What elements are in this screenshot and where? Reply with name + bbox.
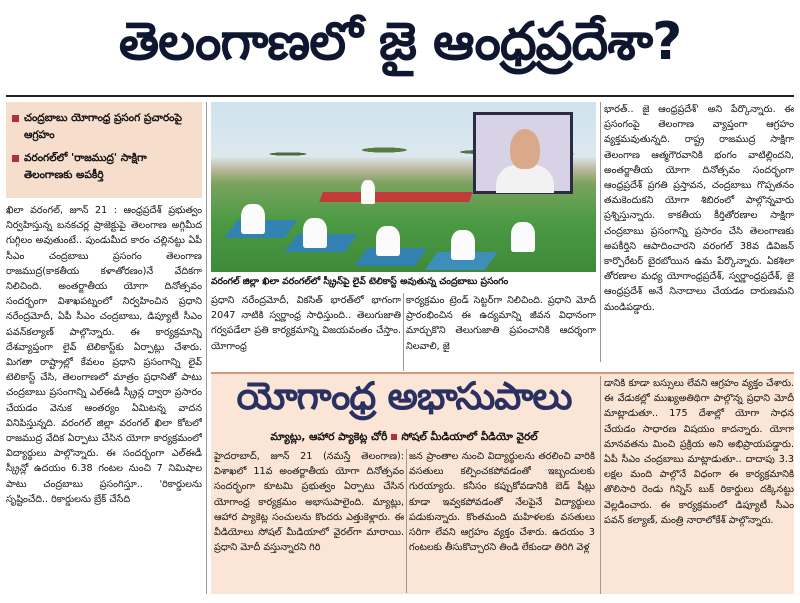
story2-subhead-a: మ్యాట్లు, ఆహార ప్యాకెట్ల చోరీ (270, 431, 388, 443)
story2-subhead (211, 428, 597, 446)
highlight-text: చంద్రబాబు యోగాంధ్ర ప్రసంగ ప్రచారంపై ఆగ్రహం (24, 112, 182, 141)
highlights-box (6, 102, 202, 198)
photo-person (241, 204, 265, 234)
article-column-right (604, 102, 794, 362)
headline-rule (6, 95, 794, 97)
story2-column-c (604, 376, 794, 594)
paragraph: డానికి కూడా బస్సులు లేవని ఆగ్రహం వ్యక్తం చేశారు. ఈ వేడుకల్లో ముఖ్యఅతిథిగా పాల్గొన్న ప్రధాని మోదీ మాట్లాడుతూ.. 175 దేశాల్లో యోగా సాధన చేయడం సాధారణ విషయం కాదన్నారు. యోగా మానవతను మించి ప్రక్రియ అని అభిప్రాయపడ్డారు. ఏపీ సీఎం చంద్రబాబు మాట్లాడుతూ.. దాదాపు 3.3 లక్షల మంది పాల్గొనే విధంగా ఈ కార్యక్రమానికి తొలిసారి రెండు గిన్నిస్ బుక్ రికార్డులు దక్కినట్టు వెల్లడించారు. ఈ కార్యక్రమంలో డిప్యూటీ సీఎం పవన్ కల్యాణ్, మంత్రి నారాలోకేశ్ పాల్గొన్నారు. (604, 378, 794, 526)
photo-person (361, 180, 375, 204)
column-divider (403, 293, 404, 371)
column-divider (206, 102, 207, 594)
story2-column-a (214, 449, 404, 593)
photo-speaker-face (510, 129, 540, 169)
article-column-left (6, 203, 202, 595)
column-divider (600, 102, 601, 362)
article-column-mid-2 (406, 293, 596, 371)
news-photo (211, 102, 596, 272)
photo-caption: వరంగల్ జిల్లా ఖిలా వరంగల్‌లో స్క్రీన్‌పై లైవ్ టెలికాస్ట్ అవుతున్న చంద్రబాబు ప్రసంగం (211, 276, 509, 287)
paragraph: భారత్.. జై ఆంధ్రప్రదేశ్' అని పేర్కొన్నారు. ఈ ప్రసంగంపై తెలంగాణ వ్యాప్తంగా ఆగ్రహం వ్యక్తమవుతున్నది. రాష్ట్ర రాజముద్ర సాక్షిగా తెలంగాణ ఆత్మగౌరవానికి భంగం వాటిల్లిందని, అంతర్జాతీయ యోగా దినోత్సవం సందర్భంగా ఆంధ్రప్రదేశ్ ప్రగతి ప్రస్తావన, చంద్రబాబు గొప్పతనం తమకెందుకని యోగా శిబిరంలో పాల్గొన్నవారు ప్రశ్నిస్తున్నారు. కాకతీయ కీర్తితోరణాల సాక్షిగా చంద్రబాబు ప్రసంగాన్ని ప్రసారం చేసి తెలంగాణకు అపకీర్తిని ఆపాదించారని వరంగల్ 38వ డివిజన్ కార్పొరేటర్ బైరబోయిన ఉమ పేర్కొన్నారు. ఏకశిలా తోరణాల మధ్య యోగాంధ్రప్రదేశ్, స్వర్ణాంధ్రప్రదేశ్, జై ఆంధ్రప్రదేశ్ అనే నినాదాలు చేయడం దారుణమని మండిపడ్డారు. (604, 104, 794, 313)
bullet-icon (12, 155, 19, 162)
paragraph: హైదరాబాద్, జూన్ 21 (నమస్తే తెలంగాణ): విశాఖలో 11వ అంతర్జాతీయ యోగా దినోత్సవం సందర్భంగా కూటమి ప్రభుత్వం ఏర్పాటు చేసిన యోగాంధ్ర కార్యక్రమం అభాసుపాలైంది. మ్యాట్లు, ఆహార ప్యాకెట్ల సంచులను కొందరు ఎత్తుకెళ్లారు. ఈ వీడియోలు సోషల్ మీడియాలో వైరల్‌గా మారాయి. ప్రధాని మోదీ వస్తున్నారని గిరి (214, 451, 404, 554)
paragraph: ఖిలా వరంగల్, జూన్ 21 : ఆంధ్రప్రదేశ్ ప్రభుత్వం నిర్వహిస్తున్న బనకచర్ల ప్రాజెక్టుపై తెలంగాణ అగ్గిమీద గుగ్గిలం అవుతుంటే.. పుండుమీద కారం చల్లినట్టు ఏపీ సీఎం చంద్రబాబు ప్రసంగం తెలంగాణ రాజముద్ర(కాకతీయ కళాతోరణం)నే వేదికగా నిలిచింది. అంతర్జాతీయ యోగా దినోత్సవం సందర్భంగా విశాఖపట్నంలో నిర్వహించిన ప్రధాని నరేంద్రమోదీ, ఏపీ సీఎం చంద్రబాబు, డిప్యూటీ సీఎం పవన్‌కల్యాణ్ పాల్గొన్నారు. ఈ కార్యక్రమాన్ని దేశవ్యాప్తంగా లైవ్ టెలికాస్ట్‌కు ఏర్పాట్లు చేశారు. మిగతా రాష్ట్రాల్లో కేవలం ప్రధాని ప్రసంగాన్ని లైవ్ టెలికాస్ట్ చేసి, తెలంగాణలో మాత్రం ప్రధానితో పాటు చంద్రబాబు ప్రసంగాన్ని ఎల్‌ఈడీ స్క్రీన్ల ద్వారా ప్రసారం చేయడం వెనుక ఆంతర్యం ఏమిటన్న వాదన వినిపిస్తున్నది. వరంగల్ జిల్లా వరంగల్ ఖిలా కోటలో రాజముద్ర వేదిక ఏర్పాటు చేసిన యోగా కార్యక్రమంలో విద్యార్థులు పాల్గొన్నారు. ఈ సందర్భంగా ఎల్‌ఈడీ స్క్రీన్లో ఉదయం 6.38 గంటల నుంచి 7 నిమిషాల పాటు చంద్రబాబు ప్రసంగిస్తూ.. 'రికార్డులను సృష్టించేది.. రికార్డులను బ్రేక్ చేసేది (6, 205, 202, 505)
paragraph: ప్రధాని నరేంద్రమోదీ, వికసిత్ భారత్‌లో భాగంగా 2047 నాటికి స్వర్ణాంధ్ర సాధిస్తుంది.. తెలుగుజాతి గర్వపడేలా ప్రతి కార్యక్రమాన్ని విజయవంతం చేస్తాం. యోగాంధ్ర (211, 295, 401, 352)
photo-speaker-body (496, 165, 554, 193)
photo-person (451, 230, 475, 260)
highlight-text: వరంగల్‌లో 'రాజముద్ర' సాక్షిగా తెలంగాణకు అపకీర్తి (24, 152, 147, 181)
square-bullet-icon (391, 434, 397, 440)
paragraph: జన ప్రాంతాల నుంచి విద్యార్థులను తరలించి వారికి వసతులు కల్పించకపోవడంతో ఇబ్బందులకు గురయ్యారు. కనీసం కప్పుకోవడానికి బెడ్ షీట్లు కూడా ఇవ్వకపోవడంతో నేలపైనే విద్యార్థులు పడుకున్నారు. కొంతమంది మహిళలకు వసతులు సరిగా లేవని ఆగ్రహం వ్యక్తం చేశారు. ఉదయం 3 గంటలకు తీసుకొచ్చారని తిండి లేకుండా తిరిగి వెళ్ల (409, 451, 595, 554)
paragraph: కార్యక్రమం ట్రెండ్ సెట్టర్‌గా నిలిచింది. ప్రధాని మోదీ ప్రారంభించిన ఈ ఉద్యమాన్ని జీవన విధానంగా మార్చుకొని తెలుగుజాతి ప్రపంచానికి ఆదర్శంగా నిలవాలి, జై (406, 295, 596, 352)
article-column-mid-1 (211, 293, 401, 371)
photo-person (303, 218, 327, 248)
photo-led-screen (473, 112, 573, 194)
story2-subhead-b: సోషల్ మీడియాలో వీడియో వైరల్ (401, 431, 538, 443)
photo-carpet (319, 192, 473, 202)
highlight-item (12, 110, 196, 144)
headline: తెలంగాణలో జై ఆంధ్రప్రదేశా? (118, 11, 682, 72)
photo-person (376, 226, 400, 256)
story2-column-b (409, 449, 595, 593)
story2-headline: యోగాంధ్ర అభాసుపాలు (211, 372, 597, 428)
photo-person (511, 222, 535, 252)
column-divider (406, 449, 407, 593)
highlight-item (12, 150, 196, 184)
bullet-icon (12, 115, 19, 122)
column-divider (600, 376, 601, 594)
